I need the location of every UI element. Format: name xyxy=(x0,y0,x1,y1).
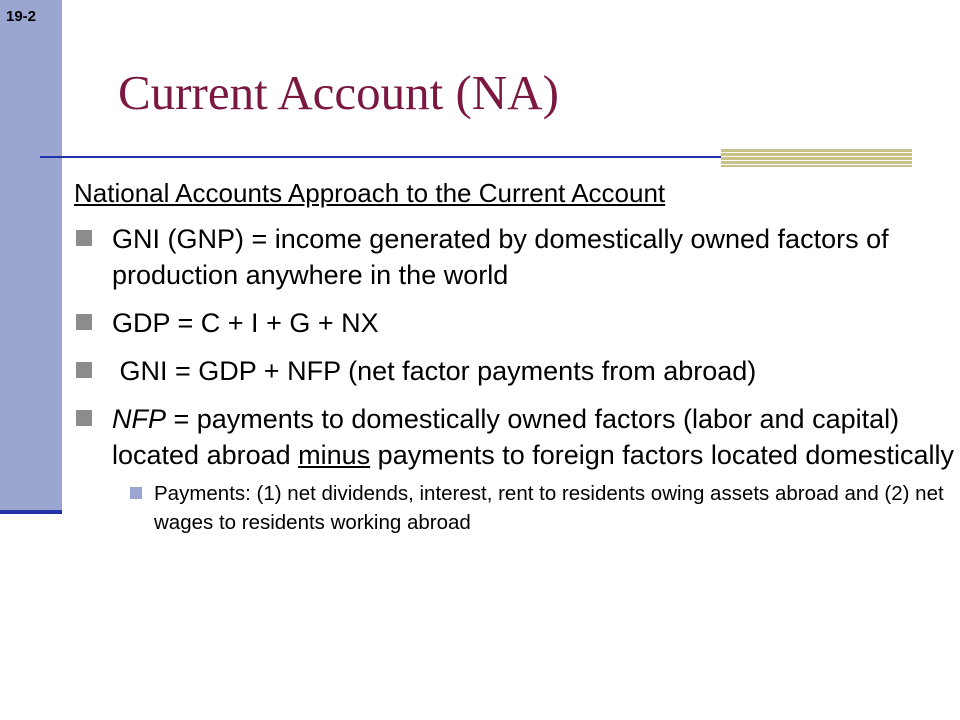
slide-number: 19-2 xyxy=(6,8,37,25)
sub-bullet-list xyxy=(112,479,954,537)
square-bullet-icon xyxy=(76,230,92,246)
bullet-text: GNI (GNP) = income generated by domestically owned factors of production anywhere in the world xyxy=(112,224,889,290)
nfp-emphasis: minus xyxy=(298,440,371,470)
bullet-list xyxy=(74,221,954,537)
bullet-item-gni-gdp-nfp xyxy=(74,353,954,389)
title-rule-accent xyxy=(721,149,912,167)
bullet-text: GDP = C + I + G + NX xyxy=(112,308,379,338)
bullet-item-nfp xyxy=(74,401,954,537)
bullet-text: GNI = GDP + NFP (net factor payments from abroad) xyxy=(112,356,757,386)
nfp-text-before: = payments to domestically owned factors (labor and capital) located abroad xyxy=(112,404,900,470)
nfp-term: NFP xyxy=(112,404,166,434)
slide-title: Current Account (NA) xyxy=(118,65,559,120)
square-bullet-icon xyxy=(76,410,92,426)
section-subheading: National Accounts Approach to the Current Account xyxy=(74,178,666,208)
square-bullet-icon xyxy=(76,362,92,378)
sidebar-bottom-line xyxy=(0,510,62,514)
small-square-bullet-icon xyxy=(130,487,142,499)
sub-bullet-text: Payments: (1) net dividends, interest, rent to residents owing assets abroad and (2) net wages to residents working abroad xyxy=(154,482,944,534)
slide-content xyxy=(74,178,954,549)
left-sidebar-bar xyxy=(0,0,62,512)
bullet-item-gdp xyxy=(74,305,954,341)
bullet-item-gni xyxy=(74,221,954,293)
square-bullet-icon xyxy=(76,314,92,330)
nfp-text-after: payments to foreign factors located domestically xyxy=(370,440,954,470)
sub-bullet-item-payments xyxy=(112,479,954,537)
